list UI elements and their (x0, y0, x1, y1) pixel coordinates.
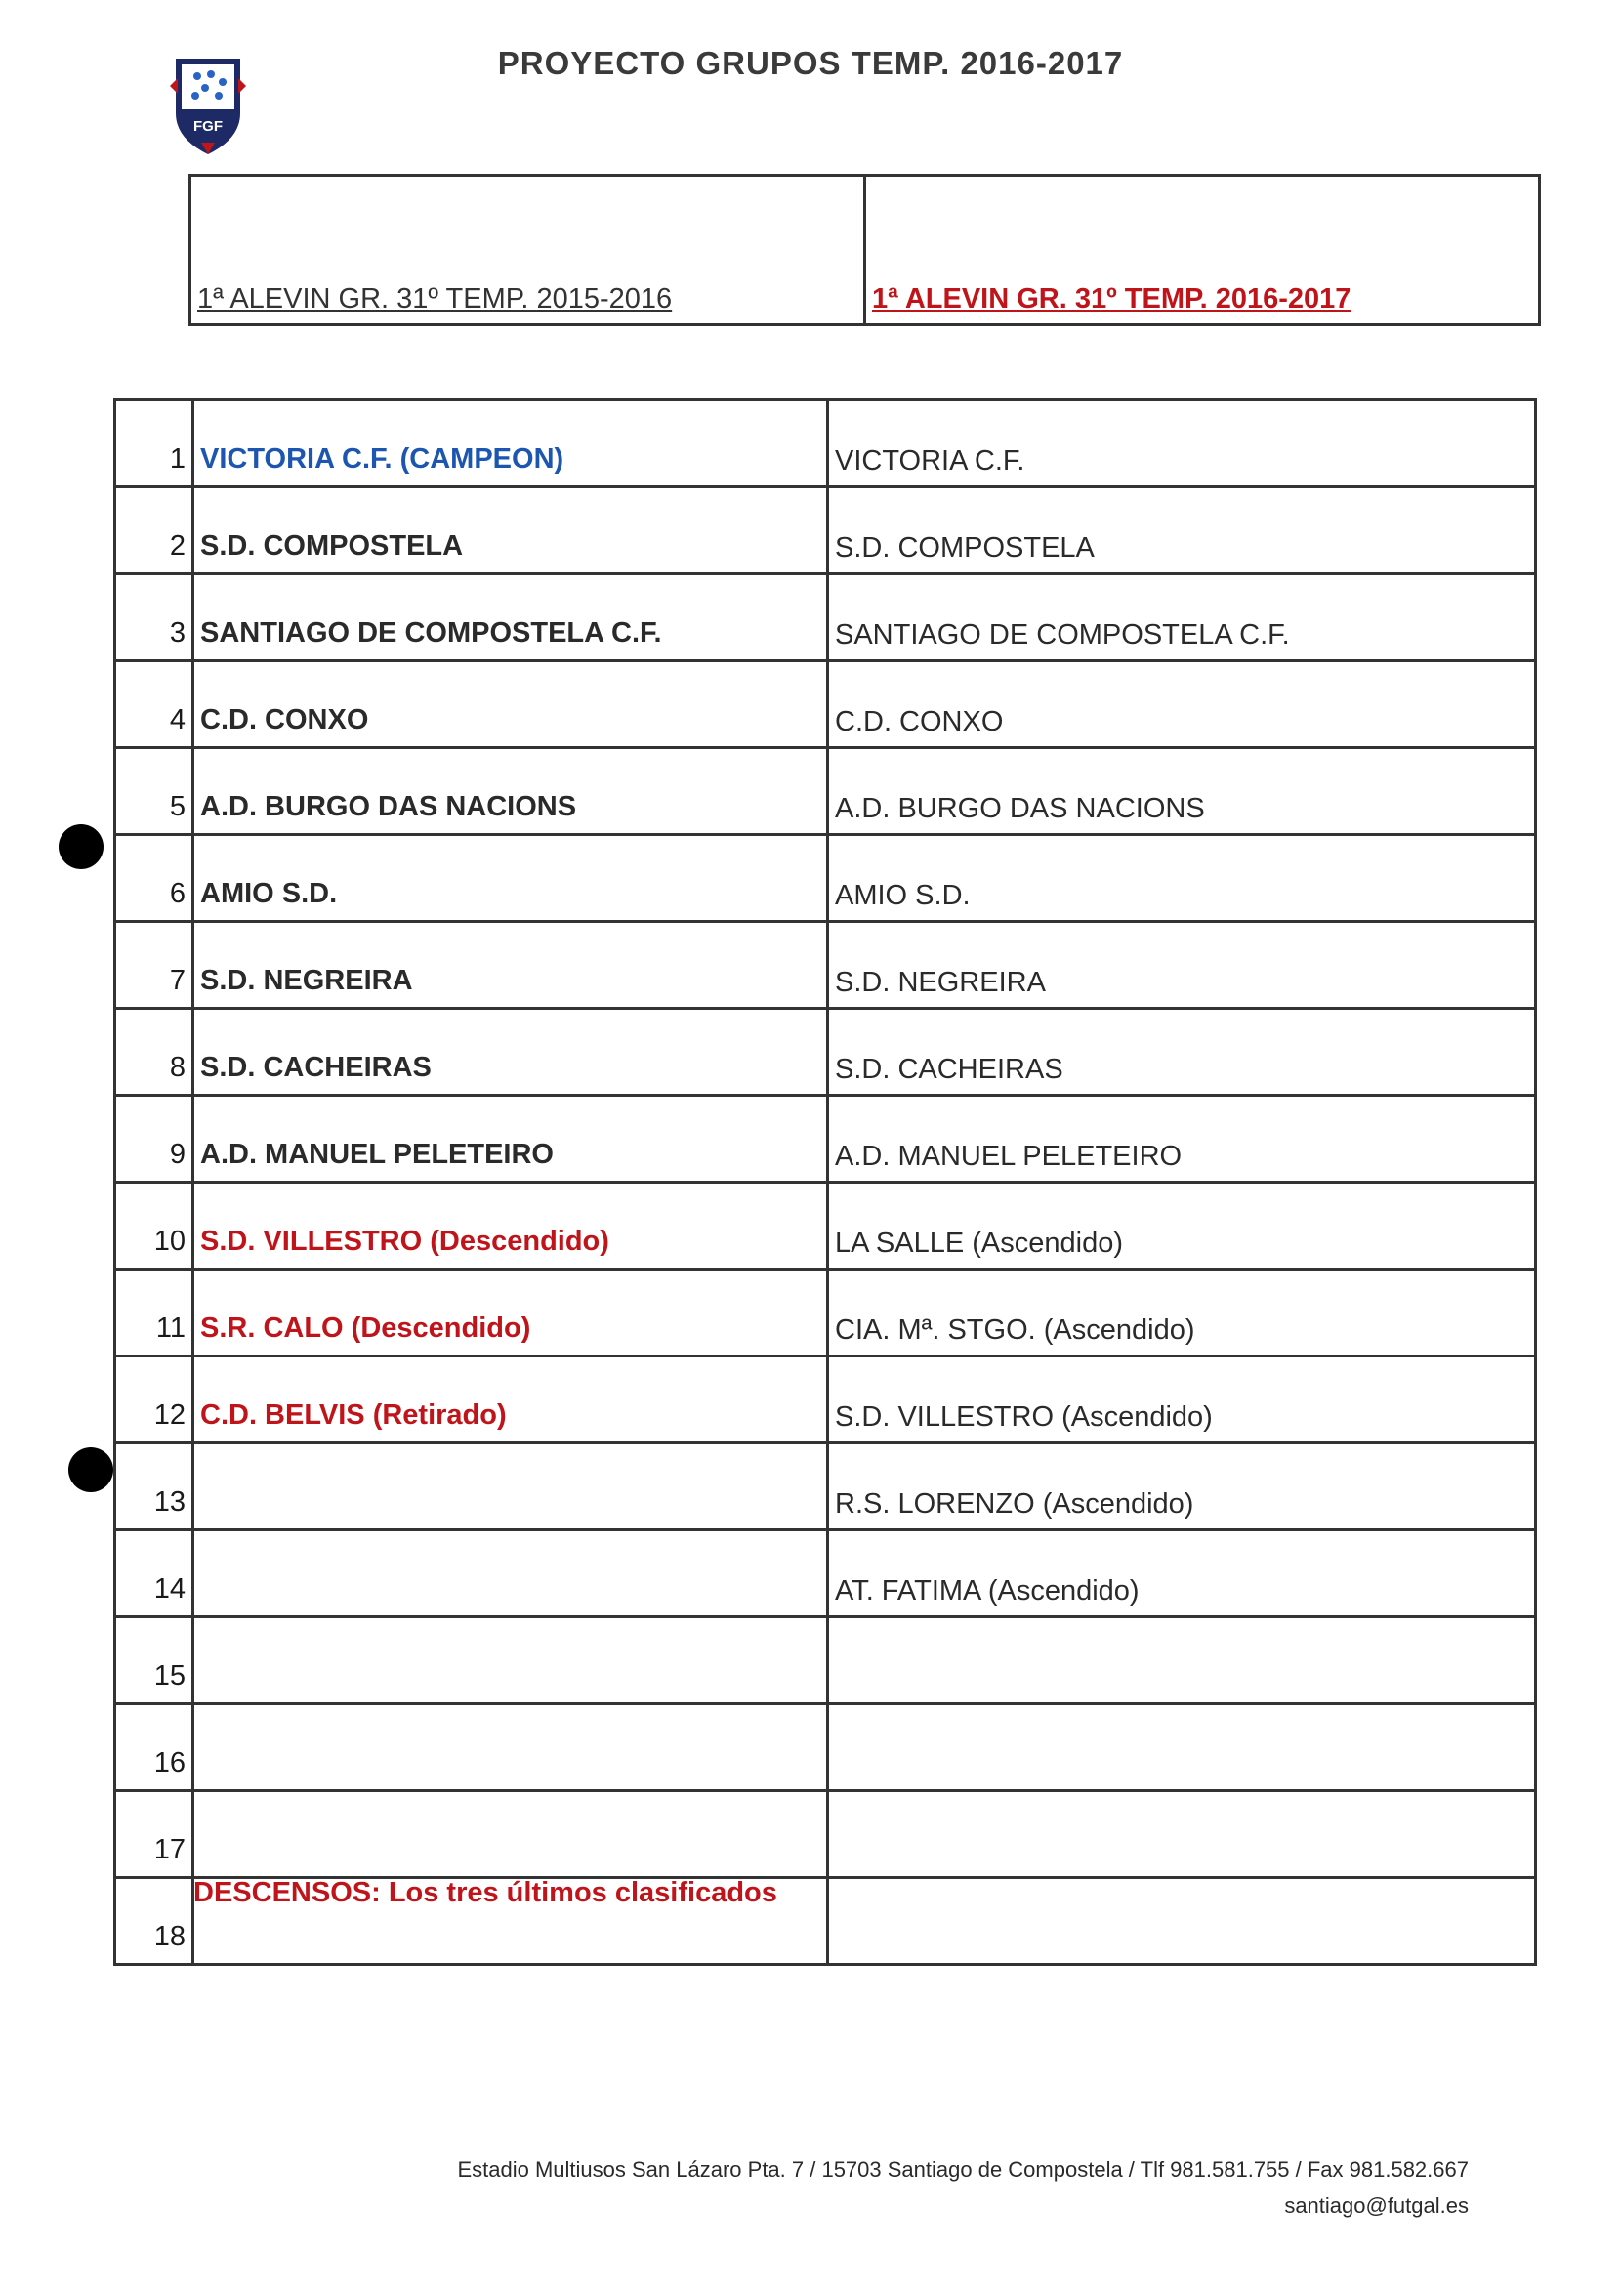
previous-season-team: VICTORIA C.F. (CAMPEON) (193, 400, 828, 487)
punch-hole-bottom (68, 1447, 113, 1492)
table-row (115, 835, 1536, 922)
current-season-team: VICTORIA C.F. (828, 400, 1536, 487)
previous-season-team: SANTIAGO DE COMPOSTELA C.F. (193, 574, 828, 661)
previous-season-team: A.D. BURGO DAS NACIONS (193, 748, 828, 835)
row-position: 12 (115, 1357, 193, 1443)
table-row (115, 1096, 1536, 1183)
current-season-team: C.D. CONXO (828, 661, 1536, 748)
footer-address: Estadio Multiusos San Lázaro Pta. 7 / 15703 Santiago de Compostela / Tlf 981.581.755 / Fax 981.582.667 (457, 2157, 1469, 2182)
current-season-team: S.D. VILLESTRO (Ascendido) (828, 1357, 1536, 1443)
table-row (115, 661, 1536, 748)
previous-season-team (193, 1443, 828, 1530)
table-row (115, 400, 1536, 487)
row-position: 17 (115, 1791, 193, 1878)
row-position: 1 (115, 400, 193, 487)
row-position: 10 (115, 1183, 193, 1270)
row-position: 8 (115, 1009, 193, 1096)
teams-table (113, 398, 1537, 1966)
page-title: PROYECTO GRUPOS TEMP. 2016-2017 (497, 45, 1124, 81)
current-season-team (828, 1791, 1536, 1878)
previous-season-team: A.D. MANUEL PELETEIRO (193, 1096, 828, 1183)
current-season-team (828, 1704, 1536, 1791)
current-season-team: S.D. NEGREIRA (828, 922, 1536, 1009)
previous-season-team: S.D. VILLESTRO (Descendido) (193, 1183, 828, 1270)
row-position: 16 (115, 1704, 193, 1791)
table-row (115, 922, 1536, 1009)
current-season-team: LA SALLE (Ascendido) (828, 1183, 1536, 1270)
previous-season-team: C.D. CONXO (193, 661, 828, 748)
season-current-label: 1ª ALEVIN GR. 31º TEMP. 2016-2017 (872, 283, 1351, 314)
row-position: 15 (115, 1617, 193, 1704)
row-position: 2 (115, 487, 193, 574)
row-position: 11 (115, 1270, 193, 1357)
row-position: 13 (115, 1443, 193, 1530)
svg-text:FGF: FGF (193, 118, 223, 135)
table-row (115, 1183, 1536, 1270)
season-header-table (188, 174, 1541, 326)
previous-season-team (193, 1617, 828, 1704)
relegation-note: DESCENSOS: Los tres últimos clasificados (193, 1877, 777, 1908)
season-previous-label: 1ª ALEVIN GR. 31º TEMP. 2015-2016 (197, 283, 673, 314)
table-row (115, 1270, 1536, 1357)
table-row (115, 1530, 1536, 1617)
table-row (115, 1617, 1536, 1704)
previous-season-team: AMIO S.D. (193, 835, 828, 922)
table-row (115, 1357, 1536, 1443)
row-position: 18 (115, 1878, 193, 1965)
row-position: 5 (115, 748, 193, 835)
previous-season-team (193, 1791, 828, 1878)
table-row (115, 1791, 1536, 1878)
current-season-team: AT. FATIMA (Ascendido) (828, 1530, 1536, 1617)
previous-season-team: S.R. CALO (Descendido) (193, 1270, 828, 1357)
current-season-team: SANTIAGO DE COMPOSTELA C.F. (828, 574, 1536, 661)
previous-season-team: S.D. COMPOSTELA (193, 487, 828, 574)
table-row (115, 1009, 1536, 1096)
previous-season-team: S.D. NEGREIRA (193, 922, 828, 1009)
previous-season-team (193, 1704, 828, 1791)
row-position: 14 (115, 1530, 193, 1617)
footer-email: santiago@futgal.es (1284, 2193, 1469, 2218)
current-season-team: S.D. COMPOSTELA (828, 487, 1536, 574)
table-row (115, 487, 1536, 574)
current-season-team: S.D. CACHEIRAS (828, 1009, 1536, 1096)
table-row (115, 574, 1536, 661)
fgf-logo-icon (168, 53, 248, 156)
row-position: 3 (115, 574, 193, 661)
season-current-cell (863, 177, 1538, 323)
current-season-team (828, 1617, 1536, 1704)
footer (457, 2151, 1469, 2224)
current-season-team: A.D. MANUEL PELETEIRO (828, 1096, 1536, 1183)
table-row (115, 748, 1536, 835)
current-season-team (828, 1878, 1536, 1965)
punch-hole-top (59, 824, 104, 869)
current-season-team: CIA. Mª. STGO. (Ascendido) (828, 1270, 1536, 1357)
previous-season-team: S.D. CACHEIRAS (193, 1009, 828, 1096)
row-position: 4 (115, 661, 193, 748)
previous-season-team (193, 1530, 828, 1617)
current-season-team: R.S. LORENZO (Ascendido) (828, 1443, 1536, 1530)
table-row (115, 1704, 1536, 1791)
current-season-team: AMIO S.D. (828, 835, 1536, 922)
row-position: 6 (115, 835, 193, 922)
row-position: 9 (115, 1096, 193, 1183)
season-previous-cell (191, 177, 863, 323)
row-position: 7 (115, 922, 193, 1009)
current-season-team: A.D. BURGO DAS NACIONS (828, 748, 1536, 835)
table-row (115, 1443, 1536, 1530)
previous-season-team: C.D. BELVIS (Retirado) (193, 1357, 828, 1443)
